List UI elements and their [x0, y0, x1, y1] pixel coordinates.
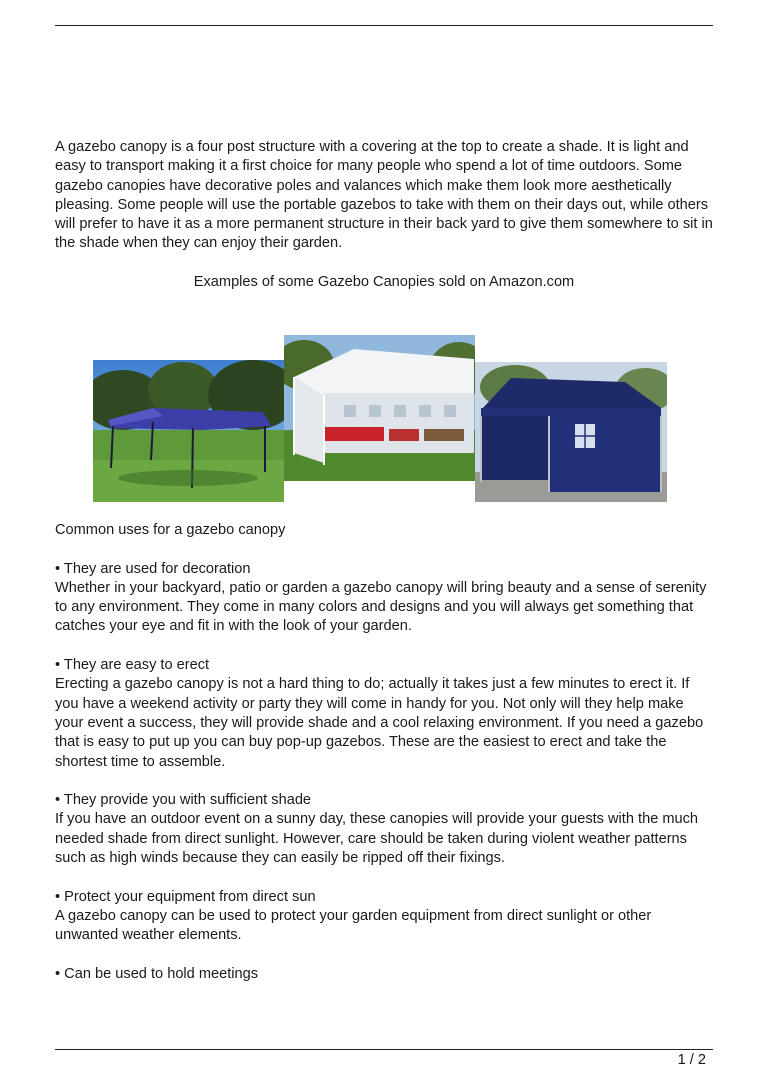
item-body: If you have an outdoor event on a sunny day, these canopies will provide your guests with the much needed shade from direct sunlight. However, care should be taken during violent weather patterns such as high winds because they can easily be ripped off their fixings.: [55, 811, 699, 867]
item-heading: • Can be used to hold meetings: [55, 965, 259, 982]
item-heading: • Protect your equipment from direct sun: [55, 888, 316, 905]
item-heading: • They are easy to erect: [55, 657, 210, 674]
body-section: [55, 521, 715, 984]
header-rule: [55, 25, 713, 26]
page-number: 1 / 2: [677, 1052, 706, 1068]
intro-paragraph: [55, 138, 715, 254]
white-party-tent-photo: [284, 335, 475, 481]
footer-rule: [55, 1049, 713, 1050]
blue-pop-up-canopy-photo: [93, 360, 284, 502]
item-heading: • They provide you with sufficient shade: [55, 792, 312, 809]
item-body: Erecting a gazebo canopy is not a hard thing to do; actually it takes just a few minutes to erect it. If you have a weekend activity or party they will come in handy for you. Not only will they help make your event a success, they will provide shade and a cool relaxing environment. If you need a gazebo that is easy to put up you can buy pop-up gazebos. These are the easiest to erect and take the shortest time to assemble.: [55, 676, 704, 770]
section-title: Common uses for a gazebo canopy: [55, 522, 286, 538]
item-body: Whether in your backyard, patio or garden a gazebo canopy will bring beauty and a sense of serenity to any environment. They come in many colors and designs and you will always get something that catches your eye and fit in with the look of your garden.: [55, 579, 707, 635]
intro-text: A gazebo canopy is a four post structure with a covering at the top to create a shade. It is light and easy to transport making it a first choice for many people who spend a lot of time outdoors. Some gazebo canopies have decorative poles and valances which make them look more aesthetically pleasing. Some people will use the portable gazebos to take with them on their days out, while others will prefer to have it as a more permanent structure in their back yard to give them somewhere to sit in the shade when they can enjoy their garden.: [55, 139, 713, 252]
item-heading: • They are used for decoration: [55, 560, 251, 577]
product-photos: [93, 335, 667, 505]
navy-canopy-with-walls-photo: [475, 362, 667, 502]
item-body: A gazebo canopy can be used to protect your garden equipment from direct sunlight or other unwanted weather elements.: [55, 907, 652, 944]
image-caption: Examples of some Gazebo Canopies sold on Amazon.com: [193, 274, 575, 290]
